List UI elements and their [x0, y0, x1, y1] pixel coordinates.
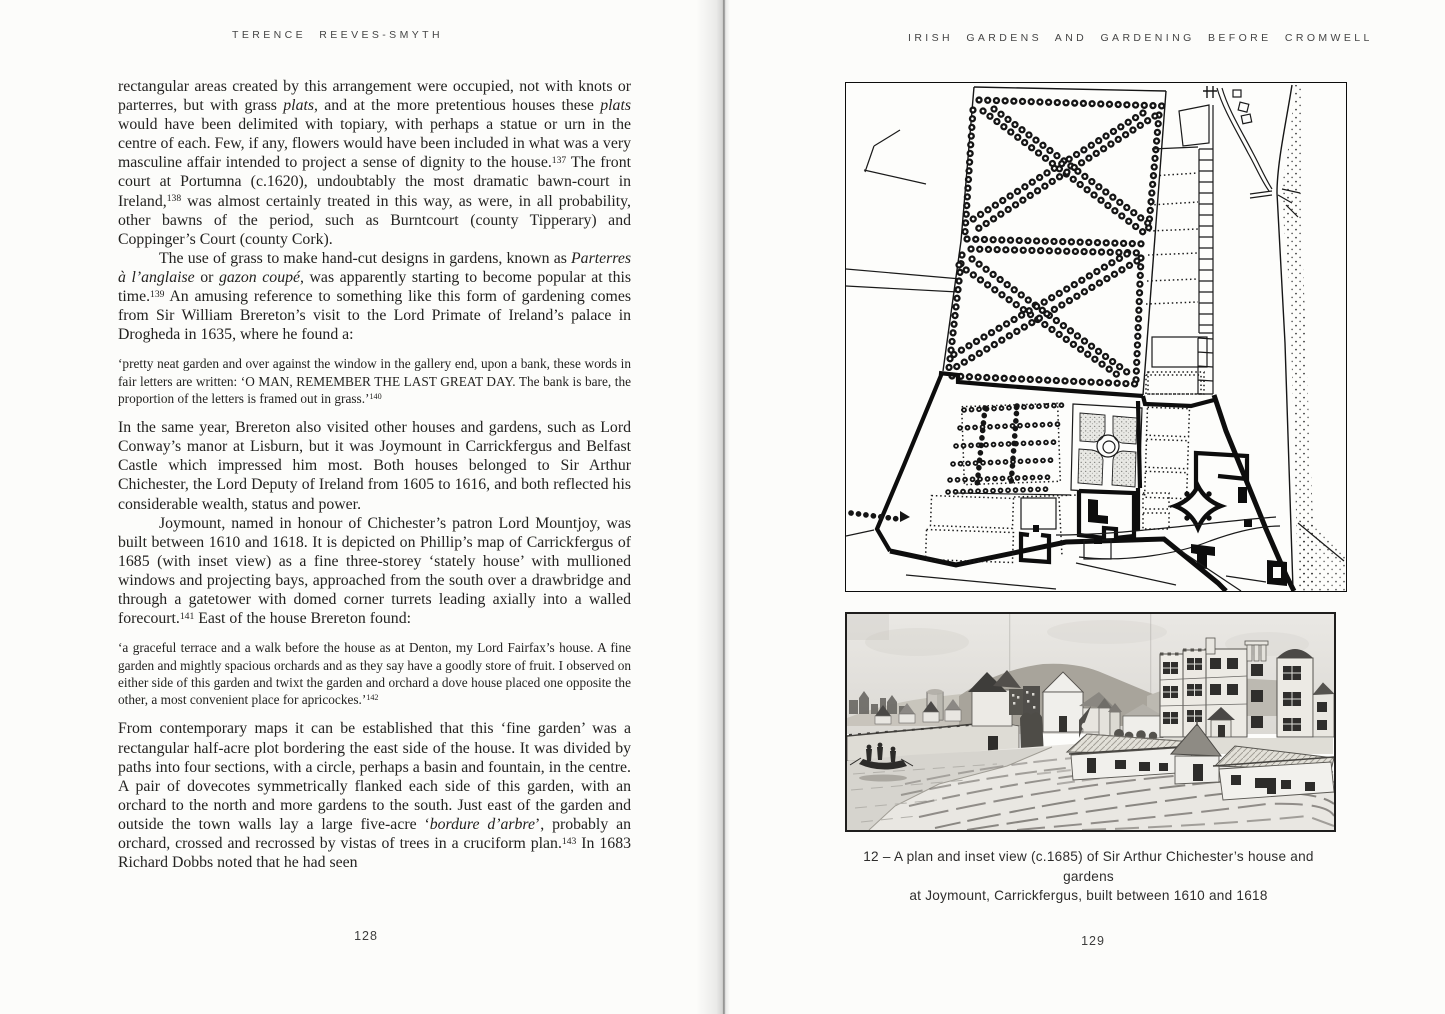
paragraph: In the same year, Brereton also visited other houses and gardens, such as Lord Conway’s manor at Lisburn, but it was Joymount in Carrickfergus and Belfast Castle which impressed him most. Both houses belonged to Sir Arthur Chichester, the Lord Deputy of Ireland from 1605 to 1616, and both reflected his considerable wealth, status and power. — [118, 419, 631, 513]
body-text-column — [118, 77, 631, 872]
paragraph: rectangular areas created by this arrangement were occupied, not with knots or parterres, but with grass plats, and at the more pretentious houses these plats would have been delimited with topiary, with perhaps a statue or urn in the centre of each. Few, if any, flowers would have been included in what was a very masculine affair intended to project a sense of dignity to the house.$^{137}$ The front court at Portumna (c.1620), undoubtably the most dramatic bawn-court in Ireland,$^{138}$ was almost certainly treated in this way, as were, in all probability, other bawns of the period, such as Burntcourt (county Tipperary) and Coppinger’s Court (county Cork). — [118, 78, 631, 248]
caption-line-1: 12 – A plan and inset view (c.1685) of Sir Arthur Chichester’s house and gardens — [863, 849, 1314, 884]
joymount-mansion — [1157, 638, 1334, 754]
joymount-house-complex — [1079, 453, 1247, 538]
star-fort — [1175, 486, 1221, 528]
formal-garden — [1071, 401, 1142, 494]
joymount-inset-view-drawing — [847, 614, 1334, 830]
paragraph: The use of grass to make hand-cut designs in gardens, known as Parterres à l’anglaise or gazon coupé, was apparently starting to become popular at this time.$^{139}$ An amusing reference to something like this form of gardening comes from Sir William Brereton’s visit to the Lord Primate of Ireland’s palace in Drogheda in 1635, where he found a: — [118, 249, 632, 344]
left-running-head: TERENCE REEVES-SMYTH — [232, 29, 443, 41]
left-page-number: 128 — [354, 929, 378, 943]
right-running-head: IRISH GARDENS AND GARDENING BEFORE CROMWELL — [908, 32, 1373, 44]
shoreline — [1277, 85, 1346, 591]
right-page-number: 129 — [1081, 934, 1105, 948]
paragraph: From contemporary maps it can be established that this ‘fine garden’ was a rectangular half-acre plot bordering the east side of the house. It was divided by paths into four sections, with a circle, perhaps a basin and fountain, in the centre. A pair of dovecotes symmetrically flanked each side of this garden, with an orchard to the north and more gardens to the south. Just east of the garden and outside the town walls lay a large five-acre ‘bordure d’arbre’, probably an orchard, crossed and recrossed by vistas of trees in a cruciform plan.$^{143}$ In 1683 Richard Dobbs noted that he had seen — [118, 720, 631, 872]
block-quote: ‘a graceful terrace and a walk before the house as at Denton, my Lord Fairfax’s house. A fine garden and mightly spacious orchards and as they say have a goodly store of fruit. I observed on either side of this garden and twixt the garden and orchard a dove house placed one opposite the other, a most convenient place for apricockes.’$^{142}$ — [118, 640, 631, 708]
joymount-plan-drawing — [846, 83, 1346, 591]
plan-figure — [845, 82, 1347, 592]
inset-view-figure — [845, 612, 1336, 832]
right-page — [725, 0, 1445, 1014]
field-boundary-lines — [846, 130, 961, 536]
caption-line-2: at Joymount, Carrickfergus, built between 1610 and 1618 — [909, 888, 1268, 903]
town-orchard-trees — [948, 403, 1071, 495]
block-quote: ‘pretty neat garden and over against the window in the gallery end, upon a bank, these words in fair letters are written: ‘O MAN, REMEMBER THE LAST GREAT DAY. The bank is bare, the proportion of the letters is framed out in grass.’$^{140}$ — [118, 356, 631, 406]
orchard-tree-avenues — [949, 100, 1164, 384]
paragraph: Joymount, named in honour of Chichester’s patron Lord Mountjoy, was built between 1610 and 1618. It is depicted on Phillip’s map of Carrickfergus of 1685 (with inset view) as a fine three-storey ‘stately house’ with mullioned windows and projecting bays, approached from the south over a drawbridge and through a gatetower with domed corner turrets leading axially into a walled forecourt.$^{141}$ East of the house Brereton found: — [118, 514, 631, 628]
figure-caption — [845, 847, 1332, 906]
east-strip-plots — [1146, 105, 1213, 394]
